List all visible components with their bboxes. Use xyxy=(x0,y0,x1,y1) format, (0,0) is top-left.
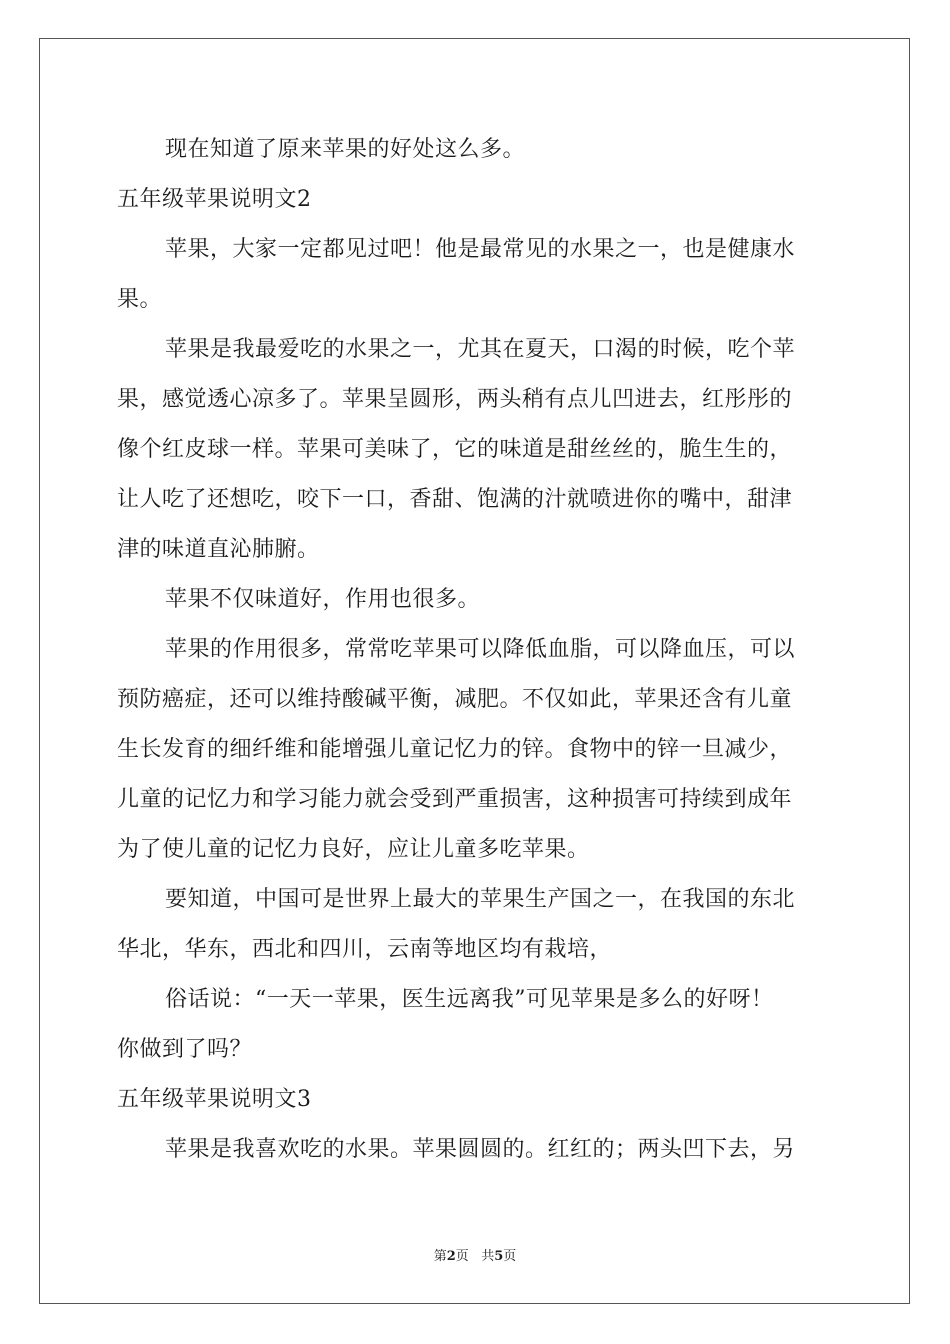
paragraph-line: 现在知道了原来苹果的好处这么多。 xyxy=(165,137,526,162)
total-suffix: 页 xyxy=(503,1249,517,1264)
paragraph-line: 儿童的记忆力和学习能力就会受到严重损害，这种损害可持续到成年 xyxy=(117,787,793,812)
paragraph-line: 苹果，大家一定都见过吧！他是最常见的水果之一，也是健康水 xyxy=(165,237,796,262)
paragraph-line: 津的味道直沁肺腑。 xyxy=(117,537,320,562)
paragraph-line: 苹果不仅味道好，作用也很多。 xyxy=(165,587,481,612)
paragraph-line: 你做到了吗？ xyxy=(117,1037,253,1062)
paragraph-line: 预防癌症，还可以维持酸碱平衡，减肥。不仅如此，苹果还含有儿童 xyxy=(117,687,793,712)
paragraph-line: 苹果是我喜欢吃的水果。苹果圆圆的。红红的；两头凹下去，另 xyxy=(165,1137,796,1162)
total-pages: 5 xyxy=(494,1249,504,1264)
page-number: 2 xyxy=(446,1249,456,1264)
document-body xyxy=(117,125,837,1175)
page-suffix: 页 xyxy=(455,1249,469,1264)
paragraph-line: 果。 xyxy=(117,287,163,312)
paragraph-line: 苹果是我最爱吃的水果之一，尤其在夏天，口渴的时候，吃个苹 xyxy=(165,337,796,362)
paragraph-line: 为了使儿童的记忆力良好，应让儿童多吃苹果。 xyxy=(117,837,590,862)
paragraph-line: 华北，华东，西北和四川，云南等地区均有栽培， xyxy=(117,937,613,962)
paragraph-line: 让人吃了还想吃，咬下一口，香甜、饱满的汁就喷进你的嘴中，甜津 xyxy=(117,487,793,512)
total-prefix: 共 xyxy=(481,1249,495,1264)
page-footer xyxy=(0,1245,950,1264)
paragraph-line: 像个红皮球一样。苹果可美味了，它的味道是甜丝丝的，脆生生的， xyxy=(117,437,793,462)
section-heading: 五年级苹果说明文3 xyxy=(117,1087,312,1112)
paragraph-line: 要知道，中国可是世界上最大的苹果生产国之一，在我国的东北 xyxy=(165,887,796,912)
paragraph-line: 俗话说：“一天一苹果，医生远离我”可见苹果是多么的好呀！ xyxy=(165,987,774,1012)
paragraph-line: 生长发育的细纤维和能增强儿童记忆力的锌。食物中的锌一旦减少， xyxy=(117,737,793,762)
paragraph-line: 果，感觉透心凉多了。苹果呈圆形，两头稍有点儿凹进去，红彤彤的 xyxy=(117,387,793,412)
paragraph-line: 苹果的作用很多，常常吃苹果可以降低血脂，可以降血压，可以 xyxy=(165,637,796,662)
section-heading: 五年级苹果说明文2 xyxy=(117,187,312,212)
page-prefix: 第 xyxy=(433,1249,447,1264)
